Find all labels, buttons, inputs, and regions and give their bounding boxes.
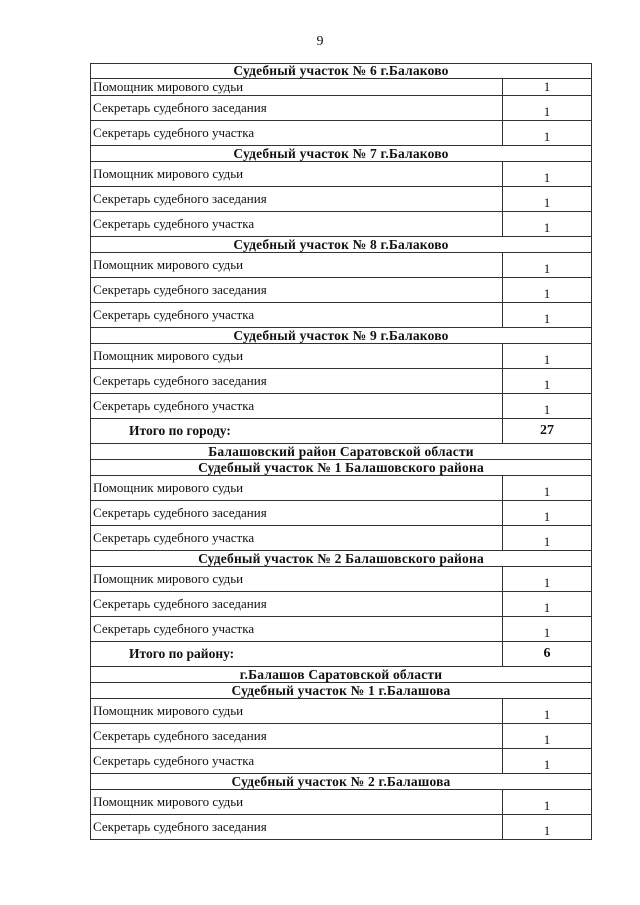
position-name: Секретарь судебного участка (91, 394, 503, 418)
position-count: 1 (543, 509, 551, 524)
position-count: 1 (543, 534, 551, 549)
position-count: 1 (543, 625, 551, 640)
section-header: Судебный участок № 7 г.Балаково (90, 146, 592, 162)
section-header: Судебный участок № 8 г.Балаково (90, 237, 592, 253)
table-row (90, 303, 592, 328)
position-count: 1 (543, 352, 551, 367)
total-row (90, 419, 592, 444)
position-name: Секретарь судебного заседания (91, 369, 503, 393)
table-row (90, 394, 592, 419)
position-count: 1 (543, 798, 551, 813)
position-count: 1 (543, 707, 551, 722)
position-name: Помощник мирового судьи (91, 344, 503, 368)
table-row (90, 187, 592, 212)
position-count: 1 (543, 170, 551, 185)
position-name: Секретарь судебного участка (91, 749, 503, 773)
page-number: 9 (316, 34, 324, 49)
position-name: Помощник мирового судьи (91, 253, 503, 277)
table-row (90, 253, 592, 278)
position-name: Секретарь судебного заседания (91, 187, 503, 211)
table-row (90, 790, 592, 815)
table-row (90, 501, 592, 526)
position-count: 1 (543, 600, 551, 615)
position-count: 1 (543, 377, 551, 392)
table-row (90, 162, 592, 187)
position-name: Помощник мирового судьи (91, 790, 503, 814)
position-name: Помощник мирового судьи (91, 699, 503, 723)
position-name: Секретарь судебного заседания (91, 96, 503, 120)
table-row (90, 815, 592, 840)
section-header: Судебный участок № 9 г.Балаково (90, 328, 592, 344)
position-name: Помощник мирового судьи (91, 79, 503, 95)
position-name: Секретарь судебного участка (91, 303, 503, 327)
table-row (90, 121, 592, 146)
table-row (90, 592, 592, 617)
section-header: Судебный участок № 2 г.Балашова (90, 774, 592, 790)
position-count: 1 (543, 823, 551, 838)
table-row (90, 526, 592, 551)
table-row (90, 567, 592, 592)
table-row (90, 79, 592, 96)
position-name: Секретарь судебного участка (91, 526, 503, 550)
section-header: Судебный участок № 1 Балашовского района (90, 460, 592, 476)
position-name: Секретарь судебного заседания (91, 815, 503, 839)
table-row (90, 699, 592, 724)
section-header: Судебный участок № 6 г.Балаково (90, 63, 592, 79)
total-label: Итого по городу: (91, 419, 503, 443)
position-name: Помощник мирового судьи (91, 567, 503, 591)
table-row (90, 344, 592, 369)
position-count: 1 (543, 311, 551, 326)
position-count: 1 (543, 104, 551, 119)
section-header: Судебный участок № 1 г.Балашова (90, 683, 592, 699)
position-name: Секретарь судебного участка (91, 212, 503, 236)
table-row (90, 278, 592, 303)
section-header: г.Балашов Саратовской области (90, 667, 592, 683)
position-name: Помощник мирового судьи (91, 162, 503, 186)
position-count: 1 (543, 402, 551, 417)
position-name: Секретарь судебного участка (91, 121, 503, 145)
table-row (90, 749, 592, 774)
position-count: 1 (543, 286, 551, 301)
total-value: 27 (540, 423, 554, 438)
position-count: 1 (543, 261, 551, 276)
position-count: 1 (543, 757, 551, 772)
total-value: 6 (543, 646, 551, 661)
table-row (90, 96, 592, 121)
position-name: Секретарь судебного заседания (91, 724, 503, 748)
position-name: Секретарь судебного заседания (91, 592, 503, 616)
staff-table (90, 63, 592, 840)
section-header: Судебный участок № 2 Балашовского района (90, 551, 592, 567)
section-header: Балашовский район Саратовской области (90, 444, 592, 460)
position-count: 1 (543, 129, 551, 144)
total-row (90, 642, 592, 667)
position-count: 1 (543, 484, 551, 499)
position-name: Секретарь судебного участка (91, 617, 503, 641)
table-row (90, 212, 592, 237)
table-row (90, 724, 592, 749)
position-name: Секретарь судебного заседания (91, 278, 503, 302)
table-row (90, 617, 592, 642)
position-name: Помощник мирового судьи (91, 476, 503, 500)
table-row (90, 476, 592, 501)
position-count: 1 (543, 79, 551, 94)
position-count: 1 (543, 732, 551, 747)
position-count: 1 (543, 575, 551, 590)
position-name: Секретарь судебного заседания (91, 501, 503, 525)
table-row (90, 369, 592, 394)
position-count: 1 (543, 195, 551, 210)
total-label: Итого по району: (91, 642, 503, 666)
position-count: 1 (543, 220, 551, 235)
